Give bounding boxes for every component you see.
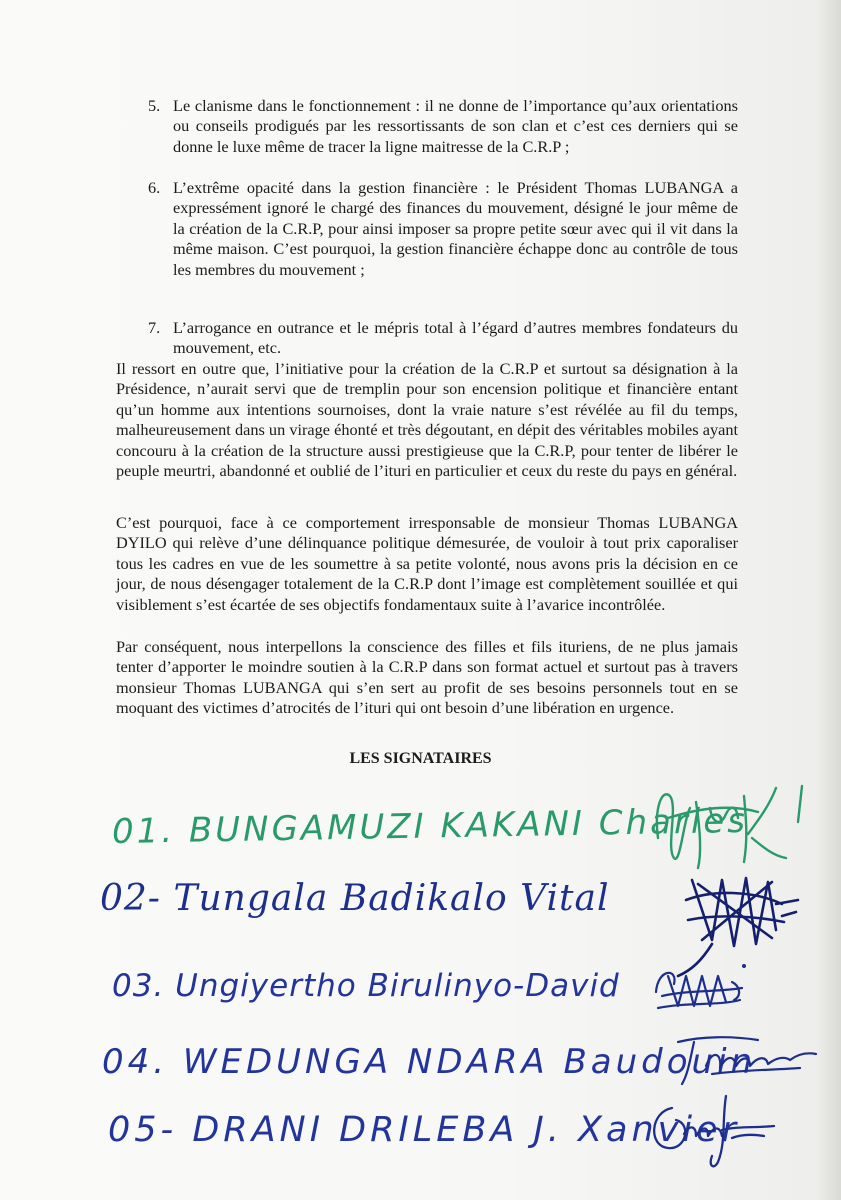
list-item-text: Le clanisme dans le fonctionnement : il ne donne de l’importance qu’aux orientations ou conseils prodigués par les ressortissants de son clan et c’est ces derniers qui se donne le luxe même de tracer la ligne maitresse de la C.R.P ; <box>173 96 738 156</box>
body-paragraph-3: Par conséquent, nous interpellons la conscience des filles et fils ituriens, de ne plus jamais tenter d’apporter le moindre soutien à la C.R.P dans son format actuel et surtout pas à travers monsieur Thomas LUBANGA qui s’en sert au profit de ses besoins personnels tout en se moquant des victimes d’atrocités de l’ituri qui ont besoin d’une libération en urgence. <box>116 637 738 718</box>
signatory-name: BUNGAMUZI KAKANI Charles <box>188 800 749 851</box>
signatory-name: Tungala Badikalo Vital <box>173 878 610 919</box>
list-item-number: 6. <box>148 178 161 197</box>
signatory-number: 02- <box>100 878 161 919</box>
list-item-number: 5. <box>148 96 161 115</box>
list-item-6 <box>148 178 738 280</box>
signatory-line-4 <box>102 1042 756 1082</box>
list-item-text: L’arrogance en outrance et le mépris total à l’égard d’autres membres fondateurs du mouvement, etc. <box>173 318 738 358</box>
signature-5 <box>642 1090 782 1170</box>
signatory-name: Ungiyertho Birulinyo-David <box>175 968 620 1004</box>
body-paragraph-2: C’est pourquoi, face à ce comportement irresponsable de monsieur Thomas LUBANGA DYILO qui relève d’une délinquance politique démesurée, de vouloir à tout prix caporaliser tous les cadres en vue de les soumettre à sa petite volonté, nous avons pris la décision en ce jour, de nous désengager totalement de la C.R.P dont l’image est complètement souillée et qui visiblement s’est écartée de ses objectifs fondamentaux suite à l’avarice incontrôlée. <box>116 513 738 614</box>
signatory-name: WEDUNGA NDARA Baudouin <box>182 1042 757 1082</box>
list-item-text: L’extrême opacité dans la gestion financière : le Président Thomas LUBANGA a expressément ignoré le chargé des finances du mouvement, désigné le jour même de la création de la C.R.P, pour ainsi imposer sa propre petite sœur avec qui il vit dans la même maison. C’est pourquoi, la gestion financière échappe donc au contrôle de tous les membres du mouvement ; <box>173 178 738 279</box>
signatory-line-3 <box>112 968 620 1004</box>
signatories-heading: LES SIGNATAIRES <box>349 750 492 767</box>
signatory-number: 04. <box>102 1042 169 1082</box>
signatory-number: 01. <box>111 810 176 852</box>
signatory-number: 05- <box>108 1110 178 1150</box>
signatory-line-2 <box>100 878 609 919</box>
signatory-name: DRANI DRILEBA J. Xanvier <box>192 1110 740 1150</box>
list-item-5 <box>148 96 738 157</box>
list-item-7 <box>148 318 738 359</box>
body-paragraph-1: Il ressort en outre que, l’initiative pour la création de la C.R.P et surtout sa désignation à la Présidence, n’aurait servi que de tremplin pour son encension politique et financière entant qu’un homme aux intentions sournoises, dont la vraie nature s’est révélée au fil du temps, malheureusement dans un virage éhonté et très dégoutant, en dépit des véritables mobiles ayant concouru à la création de la structure aussi prestigieuse que la C.R.P, pour tenter de libérer le peuple meurtri, abandonné et oublié de l’ituri en particulier et ceux du reste du pays en général. <box>116 359 738 481</box>
list-item-number: 7. <box>148 318 161 337</box>
signature-4 <box>672 1030 822 1090</box>
signatory-number: 03. <box>112 968 165 1004</box>
signature-3 <box>648 962 748 1022</box>
